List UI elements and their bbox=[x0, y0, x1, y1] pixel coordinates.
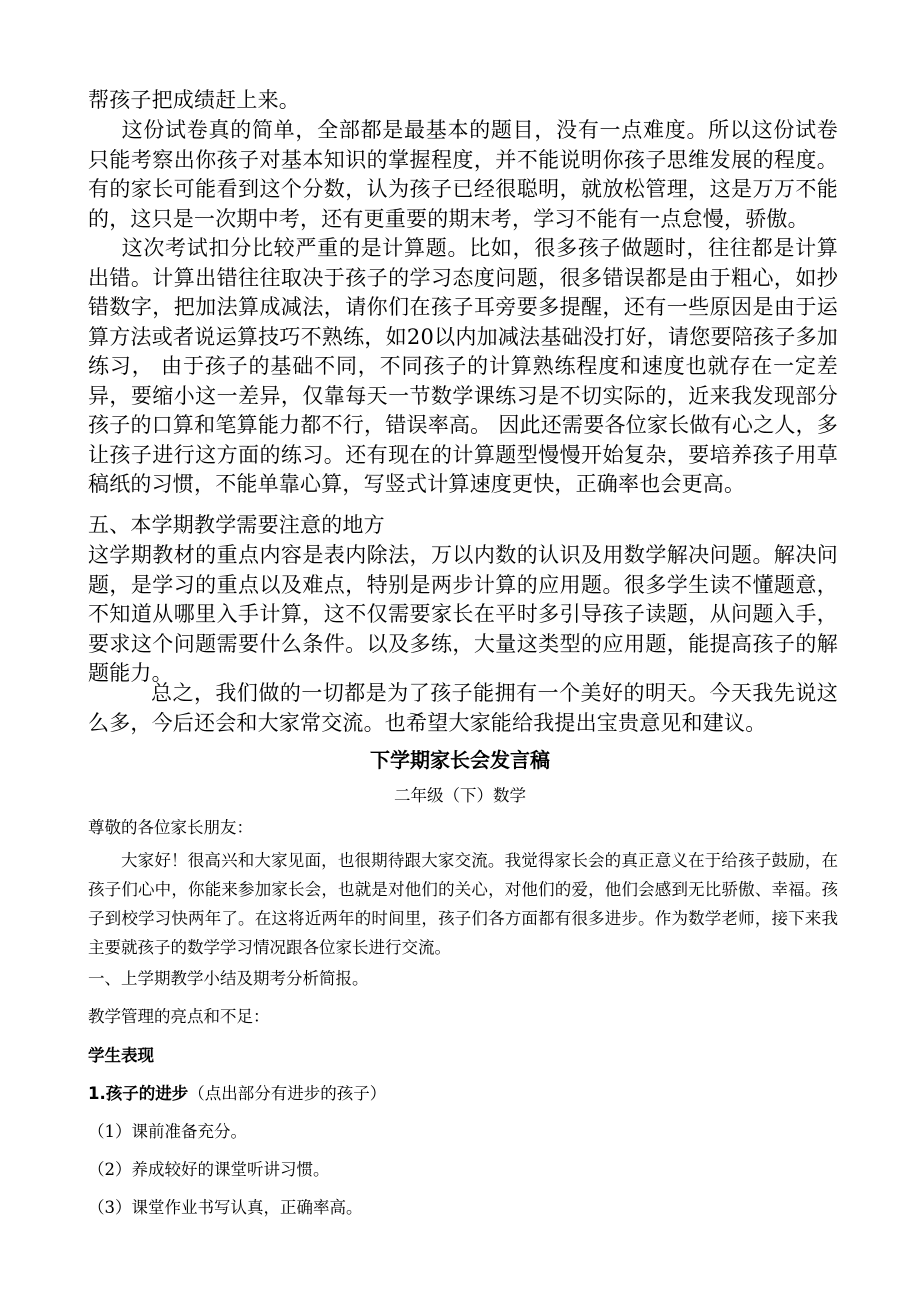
document-title: 下学期家长会发言稿 bbox=[370, 748, 550, 772]
paragraph-exam-simple: 这份试卷真的简单，全部都是最基本的题目，没有一点难度。所以这份试卷只能考察出你孩子对基本知识的掌握程度，并不能说明你孩子思维发展的程度。有的家长可能看到这个分数，认为孩子已经很聪明，就放松管理，这是万万不能的，这只是一次期中考，还有更重要的期末考，学习不能有一点怠慢，骄傲。 bbox=[88, 118, 838, 231]
list-item: （2）养成较好的课堂听讲习惯。 bbox=[88, 1160, 330, 1179]
paragraph-continuation: 帮孩子把成绩赶上来。 bbox=[88, 88, 300, 112]
management-label: 教学管理的亮点和不足： bbox=[88, 1007, 270, 1026]
document-subtitle: 二年级（下）数学 bbox=[394, 786, 526, 805]
paragraph-semester-focus: 这学期教材的重点内容是表内除法，万以内数的认识及用数学解决问题。解决问题，是学习的重点以及难点，特别是两步计算的应用题。很多学生读不懂题意，不知道从哪里入手计算，这不仅需要家长在平时多引导孩子读题，从问题入手，要求这个问题需要什么条件。以及多练，大量这类型的应用题，能提高孩子的解题能力。 bbox=[88, 543, 838, 685]
progress-heading: 1.孩子的进步 bbox=[88, 1084, 189, 1103]
list-item: （1）课前准备充分。 bbox=[88, 1122, 247, 1141]
paragraph-intro: 大家好！很高兴和大家见面，也很期待跟大家交流。我觉得家长会的真正意义在于给孩子鼓励，在孩子们心中，你能来参加家长会，也就是对他们的关心，对他们的爱，他们会感到无比骄傲、幸福。孩子到校学习快两年了。在这将近两年的时间里，孩子们各方面都有很多进步。作为数学老师，接下来我主要就孩子的数学学习情况跟各位家长进行交流。 bbox=[88, 851, 838, 957]
greeting: 尊敬的各位家长朋友： bbox=[88, 818, 253, 837]
paragraph-conclusion: 总之，我们做的一切都是为了孩子能拥有一个美好的明天。今天我先说这么多，今后还会和大家常交流。也希望大家能给我提出宝贵意见和建议。 bbox=[88, 681, 838, 735]
paragraph-calculation-errors: 这次考试扣分比较严重的是计算题。比如，很多孩子做题时，往往都是计算出错。计算出错往往取决于孩子的学习态度问题，很多错误都是由于粗心，如抄错数字，把加法算成减法，请你们在孩子耳旁要多提醒，还有一些原因是由于运算方法或者说运算技巧不熟练，如20以内加减法基础没打好，请您要陪孩子多加练习， 由于孩子的基础不同，不同孩子的计算熟练程度和速度也就存在一定差异，要缩小这一差异，仅靠每天一节数学课练习是不切实际的，近来我发现部分孩子的口算和笔算能力都不行，错误率高。 因此还需要各位家长做有心之人，多让孩子进行这方面的练习。还有现在的计算题型慢慢开始复杂，要培养孩子用草稿纸的习惯，不能单靠心算，写竖式计算速度更快，正确率也会更高。 bbox=[88, 236, 838, 496]
progress-note: （点出部分有进步的孩子） bbox=[188, 1084, 387, 1103]
list-item: （3）课堂作业书写认真，正确率高。 bbox=[88, 1198, 363, 1217]
section-item-one: 一、上学期教学小结及期考分析简报。 bbox=[88, 969, 369, 988]
progress-line bbox=[88, 1081, 386, 1107]
student-performance-heading: 学生表现 bbox=[88, 1046, 154, 1065]
section-heading-five: 五、本学期教学需要注意的地方 bbox=[88, 513, 385, 537]
